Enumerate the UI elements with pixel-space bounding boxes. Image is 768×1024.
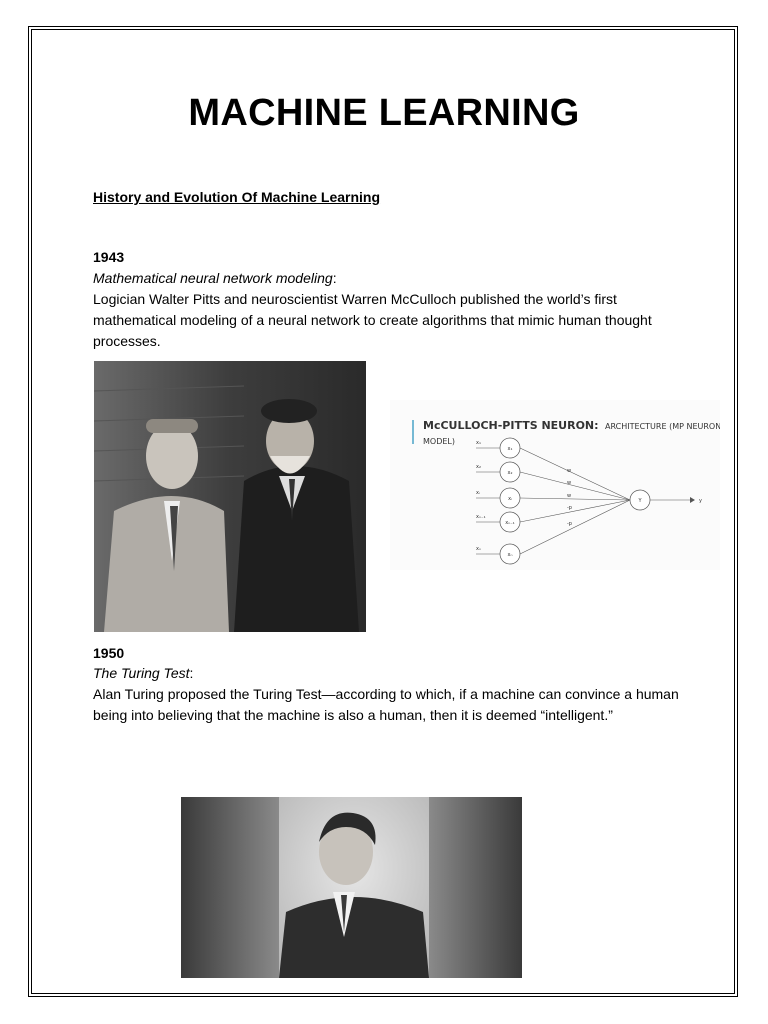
mcculloch-pitts-diagram: [390, 400, 720, 570]
weight-edge: [520, 498, 630, 500]
input-node-label: xᵢ: [508, 496, 512, 502]
input-label: xₙ₋₁: [476, 514, 486, 520]
photo-pitts-mcculloch: [94, 361, 366, 632]
topic-1943: Mathematical neural network modeling:: [93, 270, 337, 286]
weight-label: w: [567, 480, 572, 486]
diagram-title: McCULLOCH-PITTS NEURON:: [423, 419, 599, 432]
section-subtitle: History and Evolution Of Machine Learning: [93, 189, 381, 205]
weight-label: -p: [567, 521, 572, 527]
input-label: xₙ: [476, 546, 481, 552]
input-node-label: xₙ₋₁: [505, 520, 515, 526]
weight-label: w: [567, 493, 572, 499]
weight-edge: [520, 448, 630, 500]
weight-edge: [520, 500, 630, 554]
diagram-subtitle-line2: MODEL): [423, 437, 455, 446]
input-label: x₂: [476, 464, 481, 470]
weight-label: w: [567, 468, 572, 474]
weight-label: -p: [567, 505, 572, 511]
topic-1950: The Turing Test:: [93, 665, 194, 681]
svg-text:McCULLOCH-PITTS NEURON:: [423, 419, 720, 432]
output-arrow-label: y: [699, 498, 702, 504]
year-1943: 1943: [93, 249, 125, 265]
input-label: xᵢ: [476, 490, 480, 496]
paragraph-1950: Alan Turing proposed the Turing Test—according to which, if a machine can convince a human being into believing that the machine is also a human, then it is deemed “intelligent.”: [93, 686, 679, 723]
output-node-label: Y: [638, 498, 642, 504]
diagram-subtitle: ARCHITECTURE (MP NEURON: [605, 422, 720, 431]
photo-alan-turing: [181, 797, 522, 978]
weight-edge: [520, 472, 630, 500]
input-node-label: x₁: [507, 446, 513, 452]
document-title: MACHINE LEARNING: [188, 92, 580, 134]
year-1950: 1950: [93, 645, 125, 661]
input-node-label: xₙ: [507, 552, 513, 558]
input-label: x₁: [476, 440, 481, 446]
output-arrowhead: [690, 497, 695, 503]
input-node-label: x₂: [507, 470, 513, 476]
weight-edge: [520, 500, 630, 522]
paragraph-1943: Logician Walter Pitts and neuroscientist Warren McCulloch published the world’s first mathematical modeling of a neural network to create algorithms that mimic human thought processes.: [93, 291, 652, 349]
